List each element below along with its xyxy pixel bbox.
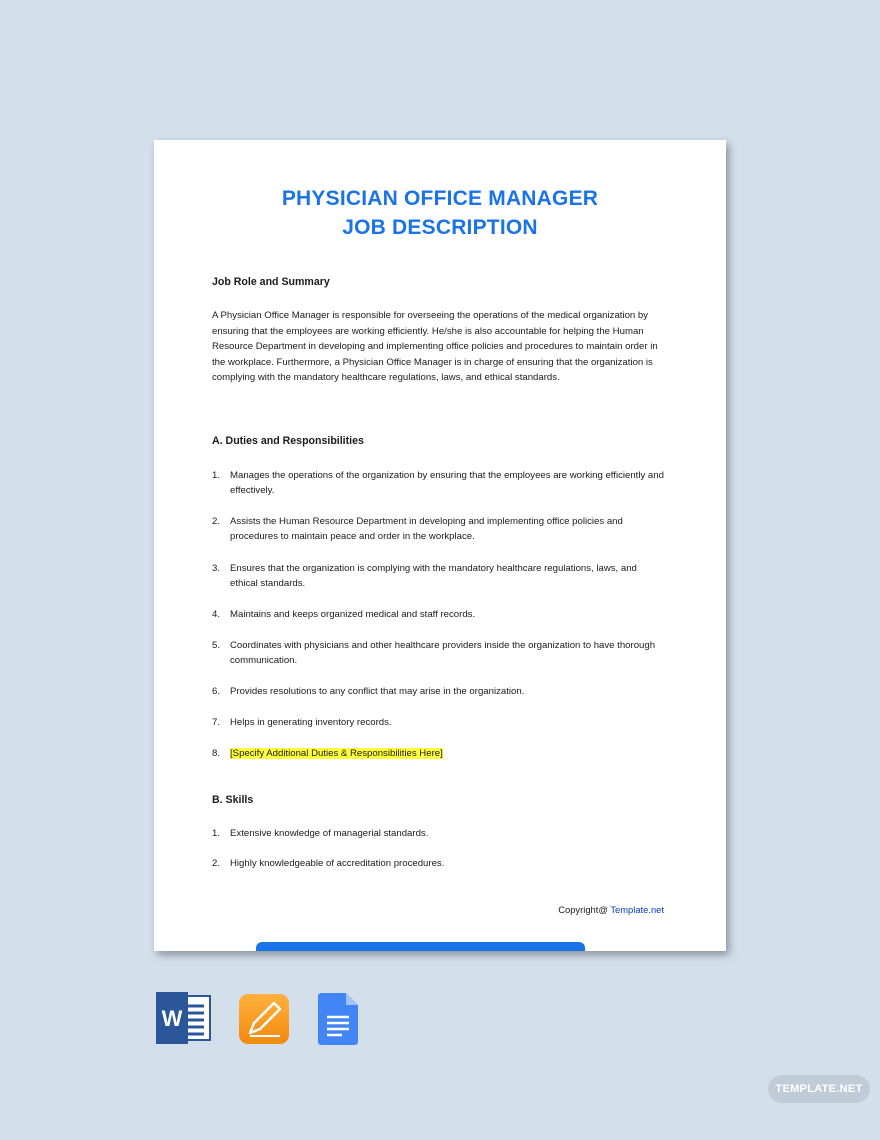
google-docs-icon[interactable] [318, 993, 358, 1050]
duty-item [212, 746, 664, 761]
skill-text: Extensive knowledge of managerial standards. [230, 828, 429, 839]
document-page [154, 140, 726, 951]
duty-number: 1. [212, 470, 221, 481]
copyright-prefix: Copyright@ [558, 904, 611, 915]
download-bar[interactable] [256, 942, 585, 951]
duty-placeholder-text[interactable]: [Specify Additional Duties & Responsibilities Here] [230, 748, 443, 759]
skills-heading: B. Skills [212, 794, 254, 806]
duties-heading: A. Duties and Responsibilities [212, 435, 364, 447]
duty-item [212, 715, 664, 730]
duty-text: Maintains and keeps organized medical and staff records. [230, 609, 476, 620]
duty-number: 3. [212, 563, 221, 574]
duty-item [212, 684, 664, 699]
summary-paragraph: A Physician Office Manager is responsible for overseeing the operations of the medical organization by ensuring that the employees are working efficiently. He/she is also accountable for helping the Human Resource Department in developing and implementing office policies and procedures to maintain order in the workplace. Furthermore, a Physician Office Manager is in charge of ensuring that the organization is complying with the mandatory healthcare regulations, laws, and ethical standards. [212, 310, 658, 384]
title-line-1: PHYSICIAN OFFICE MANAGER [281, 187, 599, 210]
skill-number: 1. [212, 828, 221, 839]
duty-number: 2. [212, 516, 221, 527]
copyright-link[interactable]: Template.net [610, 904, 664, 915]
title-line-2: JOB DESCRIPTION [342, 216, 538, 239]
svg-text:W: W [161, 1006, 183, 1031]
duty-item [212, 468, 664, 499]
duty-number: 8. [212, 748, 221, 759]
duty-item [212, 561, 664, 592]
duty-text: Coordinates with physicians and other healthcare providers inside the organization to have thorough communication. [230, 640, 656, 667]
template-net-badge[interactable]: TEMPLATE.NET [768, 1075, 870, 1103]
pages-icon[interactable] [238, 993, 290, 1050]
document-title [154, 184, 726, 242]
summary-heading: Job Role and Summary [212, 276, 330, 288]
skill-number: 2. [212, 858, 221, 869]
duty-number: 5. [212, 640, 221, 651]
duty-number: 6. [212, 686, 221, 697]
duty-number: 4. [212, 609, 221, 620]
duty-text: Manages the operations of the organization by ensuring that the employees are working efficiently and effectively. [230, 470, 664, 497]
copyright-notice [558, 904, 664, 915]
duty-item [212, 638, 664, 669]
duty-number: 7. [212, 717, 221, 728]
skill-text: Highly knowledgeable of accreditation procedures. [230, 858, 445, 869]
duty-text: Ensures that the organization is complying with the mandatory healthcare regulations, laws, and ethical standards. [230, 563, 637, 590]
skill-item [212, 856, 664, 871]
duty-text: Helps in generating inventory records. [230, 717, 392, 728]
duty-text: Provides resolutions to any conflict that may arise in the organization. [230, 686, 525, 697]
word-icon[interactable] [156, 992, 212, 1049]
duty-item [212, 514, 664, 545]
duty-text: Assists the Human Resource Department in developing and implementing office policies and procedures to maintain peace and order in the workplace. [230, 516, 623, 543]
skill-item [212, 826, 664, 841]
duty-item [212, 607, 664, 622]
